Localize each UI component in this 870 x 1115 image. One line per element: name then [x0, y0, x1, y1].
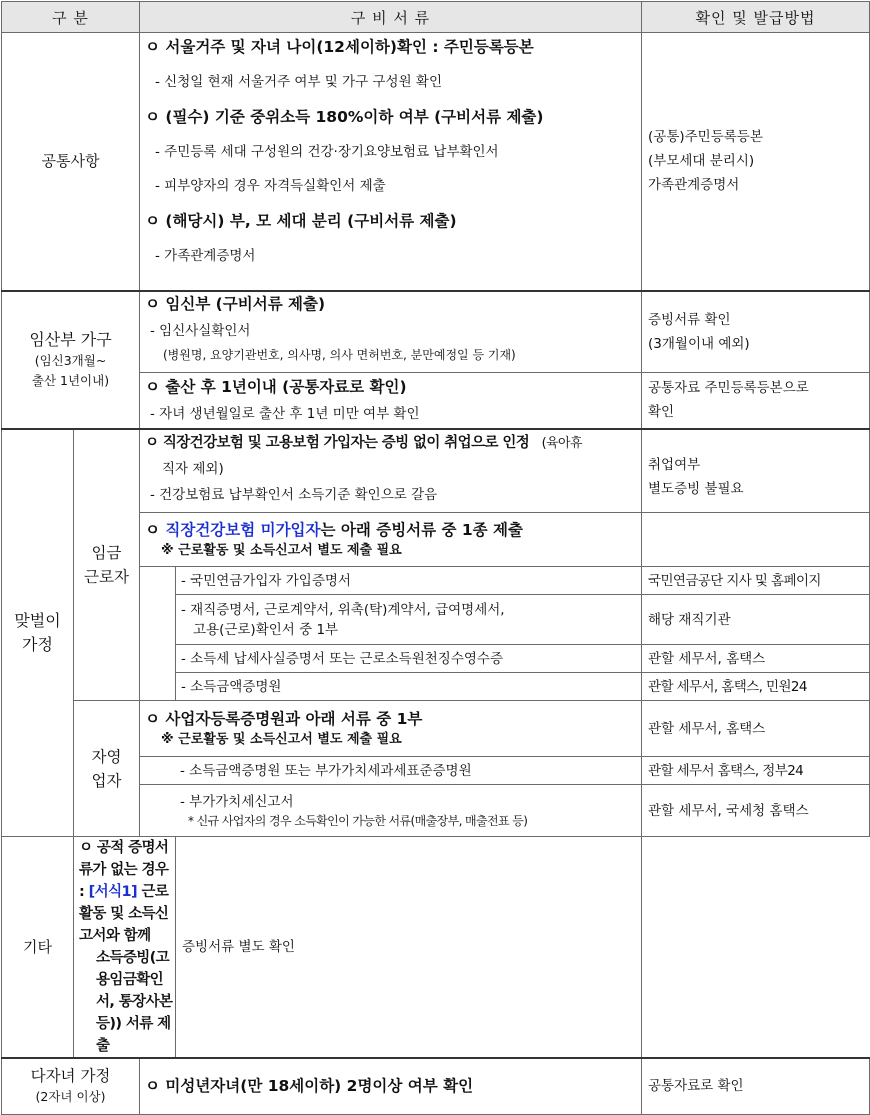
common-issue-line2: (부모세대 분리시)	[648, 153, 755, 170]
category-pregnant-note1: (임신3개월~	[34, 352, 107, 368]
pregnant-item1-issue1: 증빙서류 확인	[648, 311, 731, 328]
wage-item1	[140, 429, 642, 513]
pregnant-item2-title: ㅇ 출산 후 1년이내 (공통자료로 확인)	[145, 378, 407, 397]
pregnant-item1	[140, 291, 642, 373]
pregnant-item1-issue	[642, 291, 870, 373]
pregnant-item1-sub2: (병원명, 요양기관번호, 의사명, 의사 면허번호, 분만예정일 등 기재)	[163, 347, 516, 362]
etc-item	[74, 837, 176, 1059]
common-item1-title: ㅇ 서울거주 및 자녀 나이(12세이하)확인 : 주민등록등본	[145, 38, 534, 56]
wage-item1-issue2: 별도증빙 불필요	[648, 480, 744, 497]
pregnant-item2-issue2: 확인	[648, 404, 675, 421]
wage-item2-issue-empty	[642, 513, 870, 567]
self-item1-note: ※ 근로활동 및 소득신고서 별도 제출 필요	[161, 731, 402, 747]
common-issue-line1: (공통)주민등록등본	[648, 129, 763, 146]
wage-doc2-line2: 고용(근로)확인서 중 1부	[193, 621, 339, 638]
pregnant-item2-issue	[642, 373, 870, 429]
self-doc2-issue: 관할 세무서, 국세청 홈택스	[642, 785, 870, 837]
category-pregnant-title: 임산부 가구	[29, 329, 112, 349]
category-pregnant	[2, 291, 140, 429]
category-multi-child-title: 다자녀 가정	[30, 1067, 111, 1086]
common-item3-sub1: - 가족관계증명서	[155, 248, 256, 264]
wage-doc3-issue: 관할 세무서, 홈택스	[642, 645, 870, 673]
common-item2-sub1: - 주민등록 세대 구성원의 건강·장기요양보험료 납부확인서	[155, 144, 499, 160]
wage-item2-note: ※ 근로활동 및 소득신고서 별도 제출 필요	[161, 542, 402, 558]
wage-doc2-issue: 해당 재직기관	[642, 595, 870, 645]
category-common: 공통사항	[2, 33, 140, 291]
self-item1	[140, 701, 642, 757]
etc-title-form: [서식1]	[88, 884, 138, 900]
header-issue-method: 확인 및 발급방법	[642, 2, 870, 33]
wage-item2-highlight: 직장건강보험 미가입자	[165, 520, 321, 539]
documents-table	[1, 1, 870, 1115]
category-wage-worker-line2: 근로자	[84, 567, 129, 586]
self-doc2	[140, 785, 642, 837]
category-wage-worker	[74, 429, 140, 701]
wage-item1-title-tail: (육아휴	[541, 435, 582, 451]
self-doc2-line1: - 부가가치세신고서	[180, 793, 294, 810]
wage-doc3: - 소득세 납세사실증명서 또는 근로소득원천징수영수증	[176, 645, 642, 673]
pregnant-item2	[140, 373, 642, 429]
pregnant-item1-title: ㅇ 임신부 (구비서류 제출)	[145, 294, 326, 313]
category-multi-child	[2, 1058, 140, 1114]
category-dual-income-line2: 가정	[22, 634, 53, 654]
wage-doc1-issue: 국민연금공단 지사 및 홈페이지	[642, 567, 870, 595]
category-multi-child-note: (2자녀 이상)	[35, 1089, 106, 1105]
wage-doc2-line1: - 재직증명서, 근로계약서, 위촉(탁)계약서, 급여명세서,	[181, 601, 505, 618]
wage-item1-issue1: 취업여부	[648, 456, 701, 473]
header-documents: 구 비 서 류	[140, 2, 642, 33]
self-item1-issue: 관할 세무서, 홈택스	[642, 701, 870, 757]
multi-item	[140, 1058, 642, 1114]
wage-item1-title-cont: 직자 제외)	[162, 460, 224, 477]
self-doc2-line2: * 신규 사업자의 경우 소득확인이 가능한 서류(매출장부, 매출전표 등)	[188, 813, 528, 828]
wage-item2	[140, 513, 642, 567]
pregnant-item2-issue1: 공통자료 주민등록등본으로	[648, 380, 809, 397]
wage-item1-sub1: - 건강보험료 납부확인서 소득기준 확인으로 갈음	[150, 486, 438, 503]
self-doc1: - 소득금액증명원 또는 부가가치세과세표준증명원	[140, 757, 642, 785]
wage-item2-rest: 는 아래 증빙서류 중 1종 제출	[320, 520, 523, 539]
common-issue-line3: 가족관계증명서	[648, 177, 740, 194]
common-item2-sub2: - 피부양자의 경우 자격득실확인서 제출	[155, 178, 386, 194]
self-item1-title: ㅇ 사업자등록증명원과 아래 서류 중 1부	[145, 709, 423, 728]
etc-issue: 증빙서류 별도 확인	[176, 837, 642, 1059]
header-category: 구 분	[2, 2, 140, 33]
category-self-employed	[74, 701, 140, 837]
category-dual-income-line1: 맞벌이	[14, 610, 61, 630]
wage-doc2	[176, 595, 642, 645]
category-wage-worker-line1: 임금	[91, 543, 122, 562]
common-item2-title: ㅇ (필수) 기준 중위소득 180%이하 여부 (구비서류 제출)	[145, 108, 544, 126]
wage-doc1: - 국민연금가입자 가입증명서	[176, 567, 642, 595]
multi-issue: 공통자료로 확인	[642, 1058, 870, 1114]
category-dual-income	[2, 429, 74, 837]
pregnant-item2-sub1: - 자녀 생년월일로 출산 후 1년 미만 여부 확인	[150, 406, 420, 423]
etc-title-cont: 소득증빙(고용임금확인서, 통장사본 등)) 서류 제출	[96, 950, 173, 1054]
etc-title-prefix: ㅇ 공적 증명서류가 없는 경우 :	[79, 840, 169, 900]
self-doc1-issue: 관할 세무서 홈택스, 정부24	[642, 757, 870, 785]
wage-item2-title	[145, 519, 641, 541]
category-pregnant-note2: 출산 1년이내)	[31, 372, 110, 388]
common-issue	[642, 33, 870, 291]
wage-docs-indent	[140, 567, 176, 701]
wage-doc4: - 소득금액증명원	[176, 673, 642, 701]
pregnant-item1-issue2: (3개월이내 예외)	[648, 335, 750, 352]
multi-item1-title: ㅇ 미성년자녀(만 18세이하) 2명이상 여부 확인	[145, 1077, 474, 1096]
common-item1-sub1: - 신청일 현재 서울거주 여부 및 가구 구성원 확인	[155, 74, 442, 90]
category-self-employed-line2: 업자	[91, 771, 122, 790]
etc-title-rest: 근로활동 및 소득신고서와 함께	[79, 884, 169, 944]
wage-item1-title-text: ㅇ 직장건강보험 및 고용보험 가입자는 증빙 없이 취업으로 인정	[145, 434, 530, 451]
common-item3-title: ㅇ (해당시) 부, 모 세대 분리 (구비서류 제출)	[145, 212, 457, 230]
etc-title	[79, 837, 175, 947]
wage-item1-title	[145, 432, 641, 455]
common-documents	[140, 33, 642, 291]
wage-doc4-issue: 관할 세무서, 홈택스, 민원24	[642, 673, 870, 701]
category-etc: 기타	[2, 837, 74, 1059]
category-self-employed-line1: 자영	[91, 747, 122, 766]
pregnant-item1-sub1: - 임신사실확인서	[150, 322, 251, 339]
wage-item2-prefix: ㅇ	[145, 520, 166, 539]
wage-item1-issue	[642, 429, 870, 513]
